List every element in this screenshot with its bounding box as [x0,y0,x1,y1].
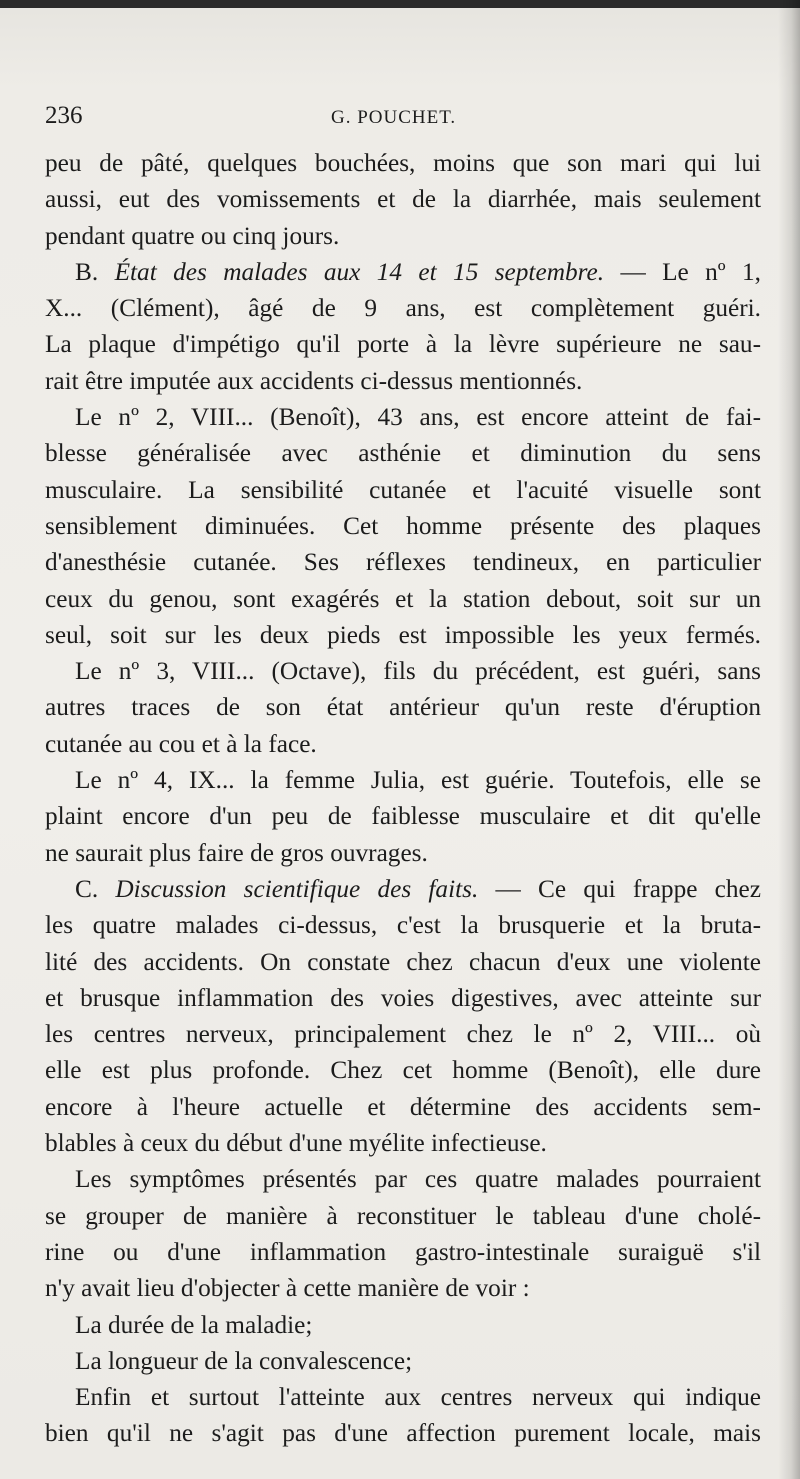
text-line [45,689,761,725]
line-text: aussi, eut des vomissements et de la diarrhée, mais seulement [45,185,761,214]
text-line [45,581,761,617]
text-line [45,1125,761,1161]
section-heading: État des malades aux 14 et 15 septembre. [114,257,605,286]
line-text: La durée de la maladie; [75,1310,313,1339]
line-text: encore à l'heure actuelle et détermine des accidents sem- [45,1092,761,1121]
line-text: bien qu'il ne s'agit pas d'une affection purement locale, mais [45,1419,761,1448]
text-line [45,835,761,871]
line-text: rine ou d'une inflammation gastro-intestinale suraiguë s'il [45,1237,761,1266]
scan-top-edge [0,0,800,8]
text-line [45,1198,761,1234]
line-text: les centres nerveux, principalement chez le nº 2, VIII... où [45,1020,761,1049]
text-line [45,472,761,508]
line-text: ceux du genou, sont exagérés et la station debout, soit sur un [45,584,761,613]
text-line [45,1343,761,1379]
text-line [45,399,761,435]
text-line [45,980,761,1016]
text-line [45,363,761,399]
text-line [45,617,761,653]
text-line [45,290,761,326]
line-text: plaint encore d'un peu de faiblesse musculaire et dit qu'elle [45,802,761,831]
text-line [45,508,761,544]
text-line [45,1089,761,1125]
section-letter: B. [75,257,115,286]
section-letter: C. [75,874,116,903]
text-line [45,726,761,762]
line-text: peu de pâté, quelques bouchées, moins que son mari qui lui [45,149,761,177]
line-text: sensiblement diminuées. Cet homme présente des plaques [45,511,761,540]
line-text: Les symptômes présentés par ces quatre malades pourraient [75,1165,761,1194]
line-text: La plaque d'impétigo qu'il porte à la lèvre supérieure ne sau- [45,330,761,359]
text-line [45,544,761,580]
text-line [45,1379,761,1415]
line-text: et brusque inflammation des voies digestives, avec atteinte sur [45,983,761,1012]
text-line [45,435,761,471]
text-line [45,653,761,689]
line-text: blesse généralisée avec asthénie et diminution du sens [45,439,761,468]
text-line [45,1016,761,1052]
line-text: X... (Clément), âgé de 9 ans, est complètement guéri. [45,294,761,323]
line-text: n'y avait lieu d'objecter à cette manière de voir : [45,1274,530,1303]
line-text: d'anesthésie cutanée. Ses réflexes tendineux, en particulier [45,548,761,577]
line-text: elle est plus profonde. Chez cet homme (Benoît), elle dure [45,1056,761,1085]
line-text: se grouper de manière à reconstituer le tableau d'une cholé- [45,1201,761,1230]
line-text: seul, soit sur les deux pieds est impossible les yeux fermés. [45,620,761,649]
line-text: cutanée au cou et à la face. [45,729,317,758]
line-text: — Le nº 1, [604,257,761,286]
text-line [45,944,761,980]
line-text: blables à ceux du début d'une myélite infectieuse. [45,1129,547,1158]
page-header [45,98,760,134]
line-text: Le nº 3, VIII... (Octave), fils du précédent, est guéri, sans [75,657,761,686]
text-line [45,762,761,798]
section-heading: Discussion scientifique des faits. [115,874,479,903]
text-line [45,326,761,362]
line-text: autres traces de son état antérieur qu'un reste d'éruption [45,693,761,722]
text-line [45,1270,761,1306]
body-text [45,145,761,1452]
text-line [45,1052,761,1088]
page-gutter-shadow [778,0,800,1479]
line-text: musculaire. La sensibilité cutanée et l'acuité visuelle sont [45,475,761,504]
line-text: les quatre malades ci-dessus, c'est la brusquerie et la bruta- [45,911,761,940]
text-line [45,871,761,907]
text-line [45,218,761,254]
text-line [45,1415,761,1451]
text-line [45,907,761,943]
page-number: 236 [45,102,83,129]
text-line [45,181,761,217]
line-text: pendant quatre ou cinq jours. [45,221,340,250]
text-line [45,1161,761,1197]
line-text: — Ce qui frappe chez [478,874,761,903]
text-line [45,1234,761,1270]
line-text: La longueur de la convalescence; [75,1346,413,1375]
line-text: lité des accidents. On constate chez chacun d'eux une violente [45,947,761,976]
line-text: Le nº 4, IX... la femme Julia, est guérie. Toutefois, elle se [75,766,761,795]
text-line [45,145,761,181]
text-line [45,798,761,834]
text-line [45,1307,761,1343]
line-text: rait être imputée aux accidents ci-dessus mentionnés. [45,366,583,395]
line-text: Enfin et surtout l'atteinte aux centres nerveux qui indique [75,1383,761,1412]
text-line [45,254,761,290]
line-text: Le nº 2, VIII... (Benoît), 43 ans, est encore atteint de fai- [75,403,761,432]
running-head: G. POUCHET. [331,107,457,128]
line-text: ne saurait plus faire de gros ouvrages. [45,838,428,867]
